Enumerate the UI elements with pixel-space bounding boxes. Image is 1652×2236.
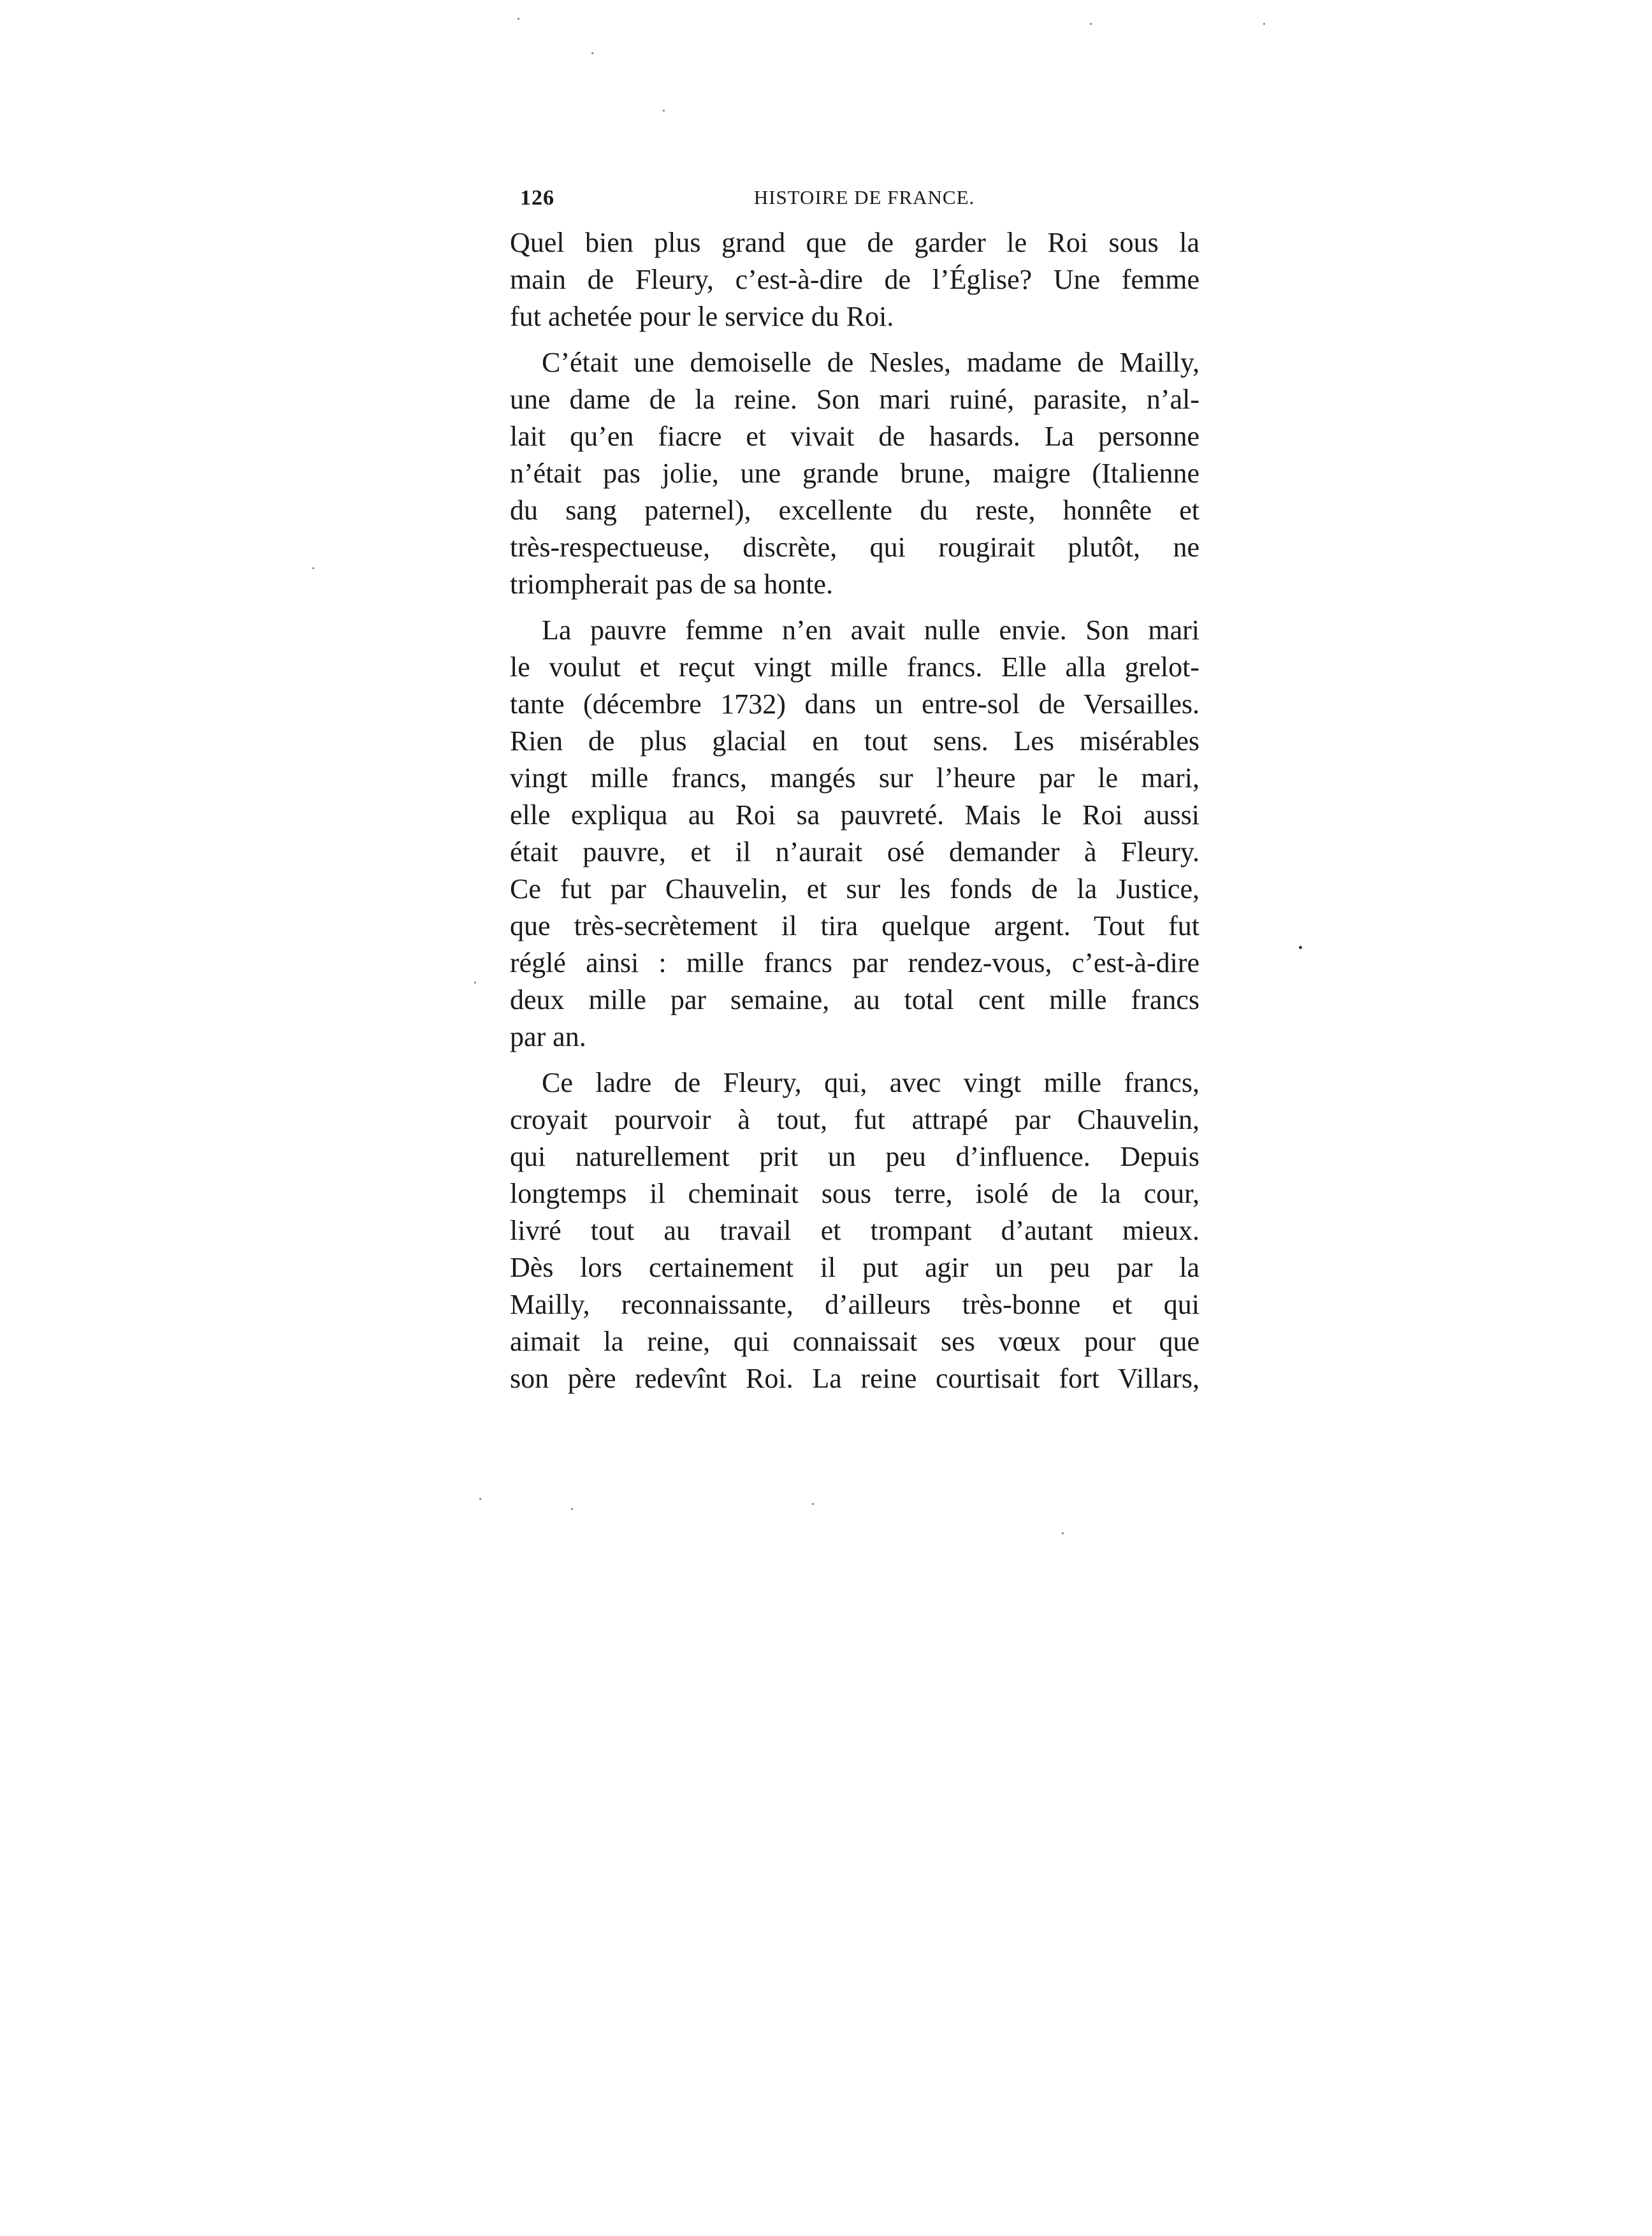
text-line: deux mille par semaine, au total cent mille francs: [510, 984, 1199, 1015]
text-line: longtemps il cheminait sous terre, isolé de la cour,: [510, 1178, 1199, 1209]
text-line: livré tout au travail et trompant d’autant mieux.: [510, 1215, 1199, 1246]
text-line: que très-secrètement il tira quelque argent. Tout fut: [510, 910, 1199, 941]
text-line: qui naturellement prit un peu d’influence. Depuis: [510, 1141, 1199, 1172]
text-line: Mailly, reconnaissante, d’ailleurs très-bonne et qui: [510, 1289, 1199, 1320]
text-line: elle expliqua au Roi sa pauvreté. Mais le Roi aussi: [510, 799, 1199, 831]
scan-speck: [1062, 1532, 1064, 1534]
running-head: [510, 186, 1199, 224]
paragraph-1: [510, 224, 1199, 335]
scan-speck: [474, 982, 476, 984]
text-line: Ce ladre de Fleury, qui, avec vingt mille francs,: [542, 1067, 1199, 1098]
text-line: très-respectueuse, discrète, qui rougirait plutôt, ne: [510, 532, 1199, 563]
text-line: Rien de plus glacial en tout sens. Les misérables: [510, 725, 1199, 757]
paragraph-3: [510, 612, 1199, 1056]
text-line: vingt mille francs, mangés sur l’heure par le mari,: [510, 762, 1199, 794]
text-line: était pauvre, et il n’aurait osé demander à Fleury.: [510, 836, 1199, 868]
text-line: Ce fut par Chauvelin, et sur les fonds de la Justice,: [510, 873, 1199, 904]
text-line: fut achetée pour le service du Roi.: [510, 301, 894, 332]
text-line: une dame de la reine. Son mari ruiné, parasite, n’al-: [510, 384, 1199, 415]
text-line: tante (décembre 1732) dans un entre-sol de Versailles.: [510, 688, 1199, 720]
scan-speck: [663, 110, 665, 112]
text-line: lait qu’en fiacre et vivait de hasards. La personne: [510, 421, 1199, 452]
scan-speck: [1263, 23, 1265, 25]
text-line: n’était pas jolie, une grande brune, maigre (Italienne: [510, 458, 1199, 489]
scan-speck: [1090, 23, 1092, 25]
text-line: C’était une demoiselle de Nesles, madame de Mailly,: [542, 347, 1199, 378]
text-line: La pauvre femme n’en avait nulle envie. Son mari: [542, 614, 1199, 646]
scan-speck: [312, 567, 314, 569]
text-line: réglé ainsi : mille francs par rendez-vous, c’est-à-dire: [510, 947, 1199, 978]
scan-speck: [518, 18, 519, 20]
text-line: croyait pourvoir à tout, fut attrapé par Chauvelin,: [510, 1104, 1199, 1135]
scan-speck: [591, 52, 593, 54]
text-line: triompherait pas de sa honte.: [510, 569, 834, 600]
text-line: son père redevînt Roi. La reine courtisait fort Villars,: [510, 1363, 1199, 1394]
running-title: HISTOIRE DE FRANCE.: [753, 186, 975, 208]
scan-speck: [571, 1508, 573, 1510]
book-page: [510, 186, 1199, 1406]
text-line: par an.: [510, 1021, 586, 1052]
text-line: Quel bien plus grand que de garder le Roi sous la: [510, 227, 1199, 258]
text-line: main de Fleury, c’est-à-dire de l’Église? Une femme: [510, 264, 1199, 295]
text-line: du sang paternel), excellente du reste, honnête et: [510, 495, 1199, 526]
paragraph-2: [510, 344, 1199, 603]
text-line: Dès lors certainement il put agir un peu par la: [510, 1252, 1199, 1283]
text-line: le voulut et reçut vingt mille francs. Elle alla grelot-: [510, 651, 1199, 683]
scan-speck: [1299, 946, 1302, 949]
scan-speck: [479, 1498, 481, 1500]
page-number: 126: [520, 186, 554, 210]
text-line: aimait la reine, qui connaissait ses vœux pour que: [510, 1326, 1199, 1357]
scan-speck: [812, 1503, 814, 1505]
paragraph-4: [510, 1064, 1199, 1397]
